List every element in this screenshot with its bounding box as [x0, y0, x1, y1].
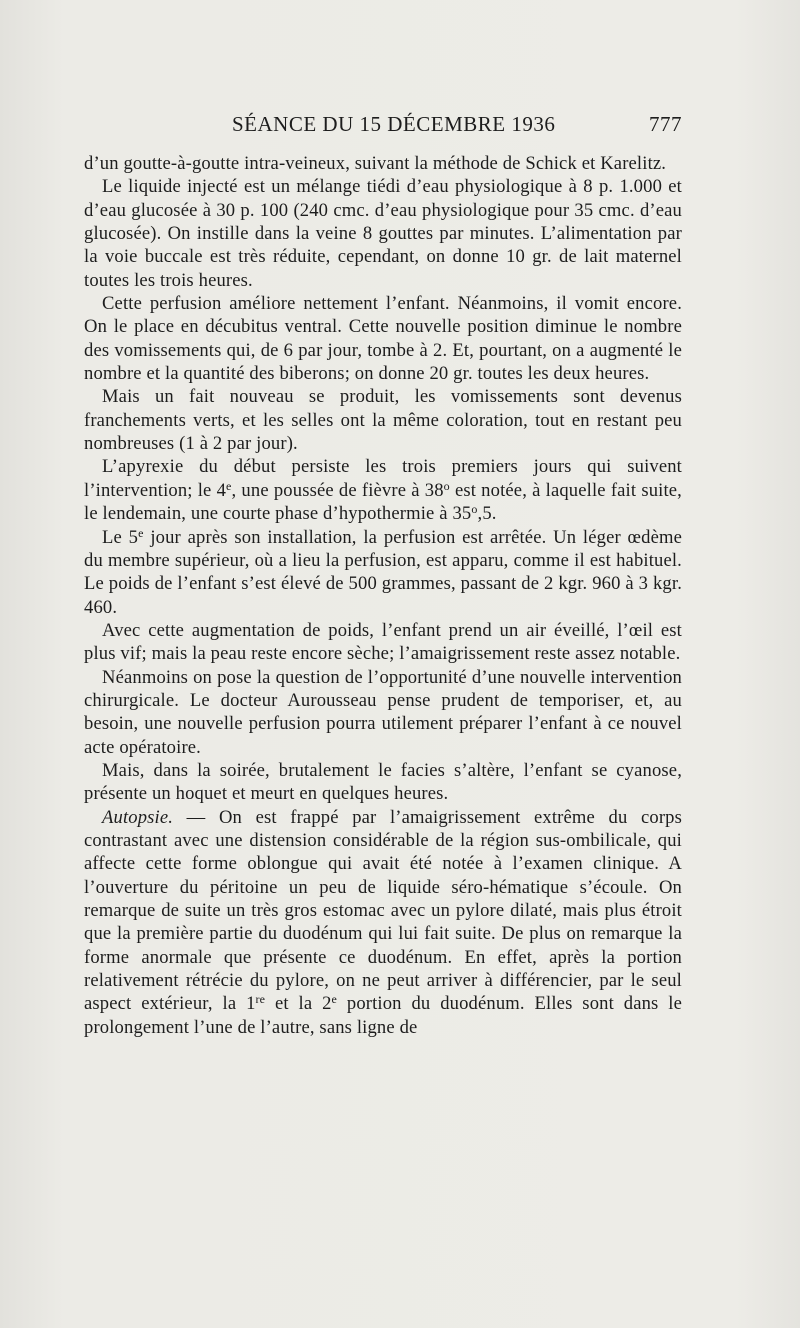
paragraph-text: Mais un fait nouveau se produit, les vomissements sont devenus franchements verts, et les selles ont la même coloration, tout en restant peu nombreuses (1 à 2 par jour). — [84, 386, 682, 455]
paragraph — [84, 175, 682, 292]
section-lead: Autopsie. — [102, 806, 174, 828]
paragraph — [84, 666, 682, 759]
superscript: o — [471, 502, 478, 517]
paragraph-text: Le liquide injecté est un mélange tiédi d’eau physiologique à 8 p. 1.000 et d’eau glucosée à 30 p. 100 (240 cmc. d’eau physiologique pour 35 cmc. d’eau glucosée). On instille dans la veine 8 gouttes par minutes. L’alimentation par la voie buccale est très réduite, cependant, on donne 10 gr. de lait maternel toutes les trois heures. — [84, 176, 682, 291]
paragraph-text: Néanmoins on pose la question de l’opportunité d’une nouvelle intervention chirurgicale. Le docteur Aurousseau pense prudent de temporiser, et, au besoin, une nouvelle perfusion pourra utilement préparer l’enfant à ce nouvel acte opératoire. — [84, 666, 682, 758]
superscript: e — [138, 525, 144, 540]
body-text — [84, 152, 682, 1039]
paragraph-text: Cette perfusion améliore nettement l’enfant. Néanmoins, il vomit encore. On le place en décubitus ventral. Cette nouvelle position diminue le nombre des vomissements qui, de 6 par jour, tombe à 2. Et, pourtant, on a augmenté le nombre et la quantité des biberons; on donne 20 gr. toutes les deux heures. — [84, 293, 682, 385]
paragraph — [84, 152, 682, 175]
running-title: SÉANCE DU 15 DÉCEMBRE 1936 — [232, 112, 556, 136]
paragraph-text: Mais, dans la soirée, brutalement le facies s’altère, l’enfant se cyanose, présente un hoquet et meurt en quelques heures. — [84, 759, 682, 805]
superscript: o — [443, 478, 450, 493]
paragraph-text: L’apyrexie du début persiste les trois premiers jours qui suivent l’intervention; le 4 — [84, 456, 682, 501]
paragraph — [84, 759, 682, 806]
superscript: e — [226, 478, 232, 493]
paragraph — [84, 619, 682, 666]
paragraph-text: portion du duodénum. Elles sont dans le prolongement l’une de l’autre, sans ligne de — [84, 993, 682, 1038]
paragraph-text: d’un goutte-à-goutte intra-veineux, suivant la méthode de Schick et Karelitz. — [84, 153, 667, 174]
paragraph — [84, 526, 682, 619]
paragraph-text: jour après son installation, la perfusion est arrêtée. Un léger œdème du membre supérieur, où a lieu la perfusion, est apparu, comme il est habituel. Le poids de l’enfant s’est élevé de 500 grammes, passant de 2 kgr. 960 à 3 kgr. 460. — [84, 526, 682, 618]
superscript: e — [331, 992, 338, 1007]
page-header — [84, 112, 682, 140]
paragraph-text: et la 2 — [265, 993, 332, 1015]
paragraph-text: Avec cette augmentation de poids, l’enfant prend un air éveillé, l’œil est plus vif; mais la peau reste encore sèche; l’amaigrissement reste assez notable. — [84, 619, 682, 665]
paragraph — [84, 806, 682, 1039]
paragraph — [84, 455, 682, 525]
paragraph-text: Le 5 — [102, 526, 139, 548]
paragraph-text: est notée, à laquelle fait suite, le lendemain, une courte phase d’hypothermie à 35 — [84, 479, 682, 525]
paragraph-text: ,5. — [477, 503, 497, 525]
paragraph-text: , une poussée de fièvre à 38 — [231, 479, 444, 501]
paragraph-text: — On est frappé par l’amaigrissement extrême du corps contrastant avec une distension considérable de la région sus-ombilicale, qui affecte cette forme oblongue qui avait été notée à l’examen clinique. A l’ouverture du péritoine un peu de liquide séro-hématique s’écoule. On remarque de suite un très gros estomac avec un pylore dilaté, mais plus étroit que la première partie du duodénum qui lui fait suite. De plus on remarque la forme anormale que présente ce duodénum. En effet, après la portion relativement rétrécie du pylore, on ne peut arriver à différencier, par le seul aspect extérieur, la 1 — [84, 806, 682, 1015]
paragraph — [84, 385, 682, 455]
superscript: re — [255, 992, 266, 1007]
paragraph — [84, 292, 682, 385]
page-number: 777 — [649, 112, 682, 136]
